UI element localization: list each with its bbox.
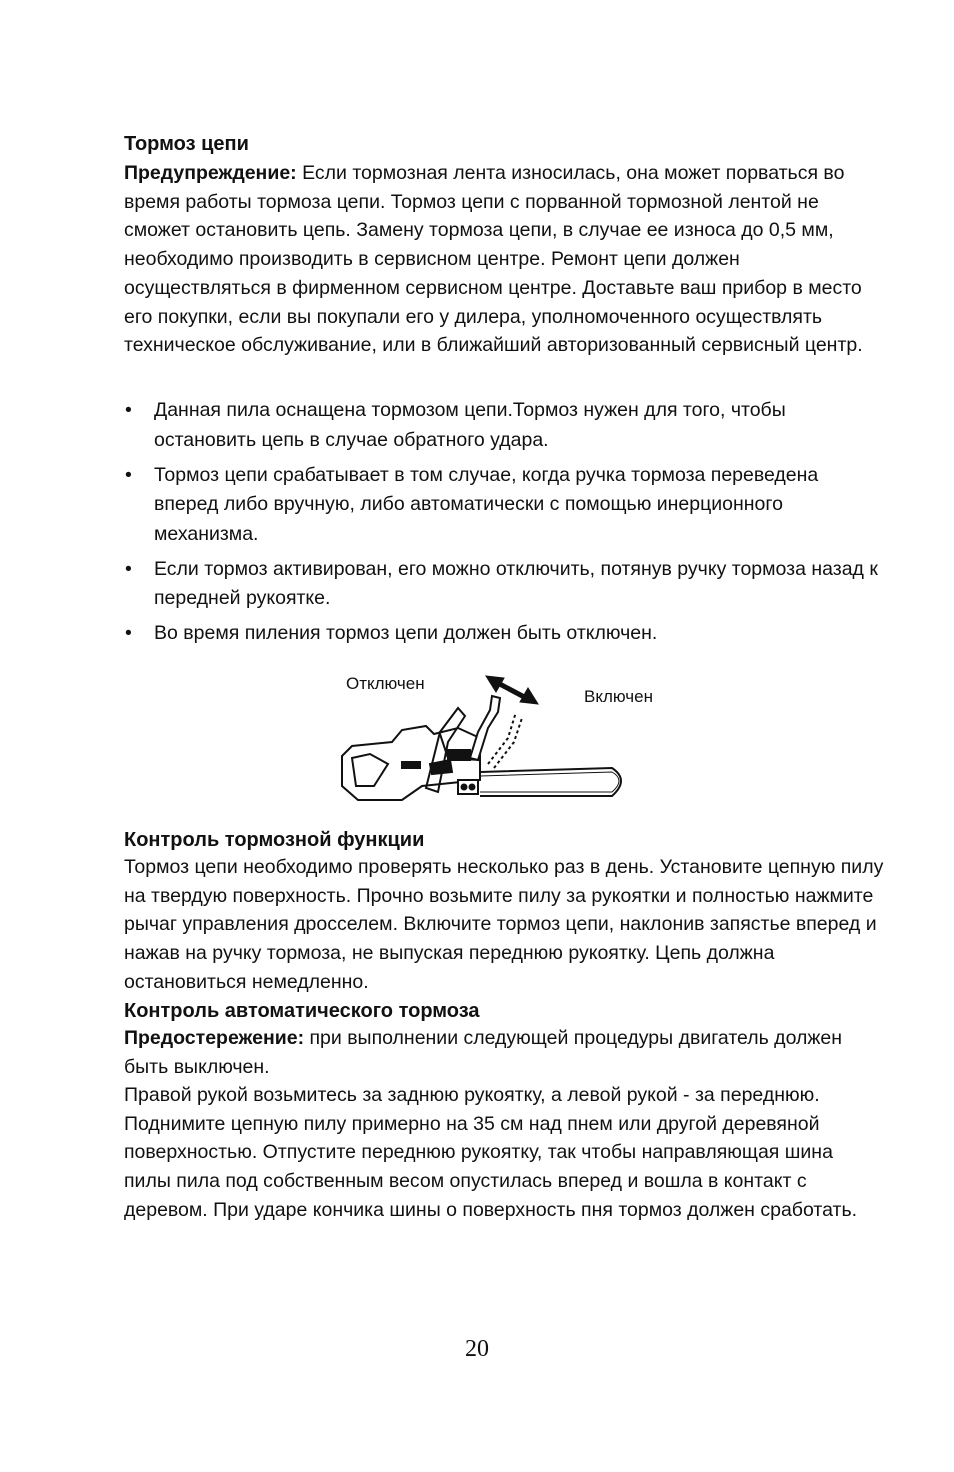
bullet-item: • Тормоз цепи срабатывает в том случае, когда ручка тормоза переведена вперед либо вручную, либо автоматически с помощью инерционного механизма.: [124, 461, 884, 550]
auto-brake-paragraph: Правой рукой возьмитесь за заднюю рукоятку, а левой рукой - за переднюю. Поднимите цепную пилу примерно на 35 см над пнем или другой деревяной поверхностью. Отпустите переднюю рукоятку, так чтобы направляющая шина пилы пила под собственным весом опустилась вперед и вошла в контакт с деревом. При ударе кончика шины о поверхность пня тормоз должен сработать.: [124, 1084, 858, 1221]
section-title-chain-brake: Тормоз цепи: [124, 133, 249, 155]
bullet-icon: •: [125, 557, 132, 580]
bullet-item: • Если тормоз активирован, его можно отключить, потянув ручку тормоза назад к передней рукоятке.: [124, 555, 884, 614]
chainsaw-body-icon: [342, 696, 621, 800]
label-on: Включен: [584, 687, 653, 706]
bullet-icon: •: [125, 622, 132, 644]
page-number: 20: [465, 1336, 489, 1362]
caution-paragraph: [124, 1024, 884, 1081]
bullet-icon: •: [125, 463, 132, 486]
chainsaw-brake-figure: [330, 668, 680, 818]
warning-paragraph: [124, 159, 884, 360]
bullet-list: [124, 396, 884, 654]
brake-check-paragraph: Тормоз цепи необходимо проверять несколько раз в день. Установите цепную пилу на твердую поверхность. Прочно возьмите пилу за рукоятки и полностью нажмите рычаг управления дросселем. Включите тормоз цепи, наклонив запястье вперед и нажав на ручку тормоза, не выпуская переднюю рукоятку. Цепь должна остановиться немедленно.: [124, 856, 884, 993]
caution-text: при выполнении следующей процедуры двигатель должен быть выключен.: [124, 1027, 843, 1078]
warning-text: Если тормозная лента износилась, она может порваться во время работы тормоза цепи. Тормоз цепи с порванной тормозной лентой не сможет остановить цепь. Замену тормоза цепи, в случае ее износа до 0,5 мм, необходимо производить в сервисном центре. Ремонт цепи должен осуществляться в фирменном сервисном центре. Доставьте ваш прибор в место его покупки, если вы покупали его у дилера, уполномоченного осуществлять техническое обслуживание, или в ближайший авторизованный сервисный центр.: [124, 162, 863, 357]
label-off: Отключен: [346, 674, 425, 693]
bullet-icon: •: [125, 399, 132, 421]
section-title-auto-brake: Контроль автоматического тормоза: [124, 1000, 480, 1022]
bullet-item: • Данная пила оснащена тормозом цепи.Тормоз нужен для того, чтобы остановить цепь в случае обратного удара.: [124, 396, 884, 455]
caution-label: Предостережение:: [124, 1027, 305, 1049]
section-title-brake-check: Контроль тормозной функции: [124, 829, 425, 851]
bullet-item: • Во время пиления тормоз цепи должен быть отключен.: [124, 619, 884, 649]
chainsaw-illustration: [330, 668, 680, 818]
warning-label: Предупреждение:: [124, 162, 297, 184]
